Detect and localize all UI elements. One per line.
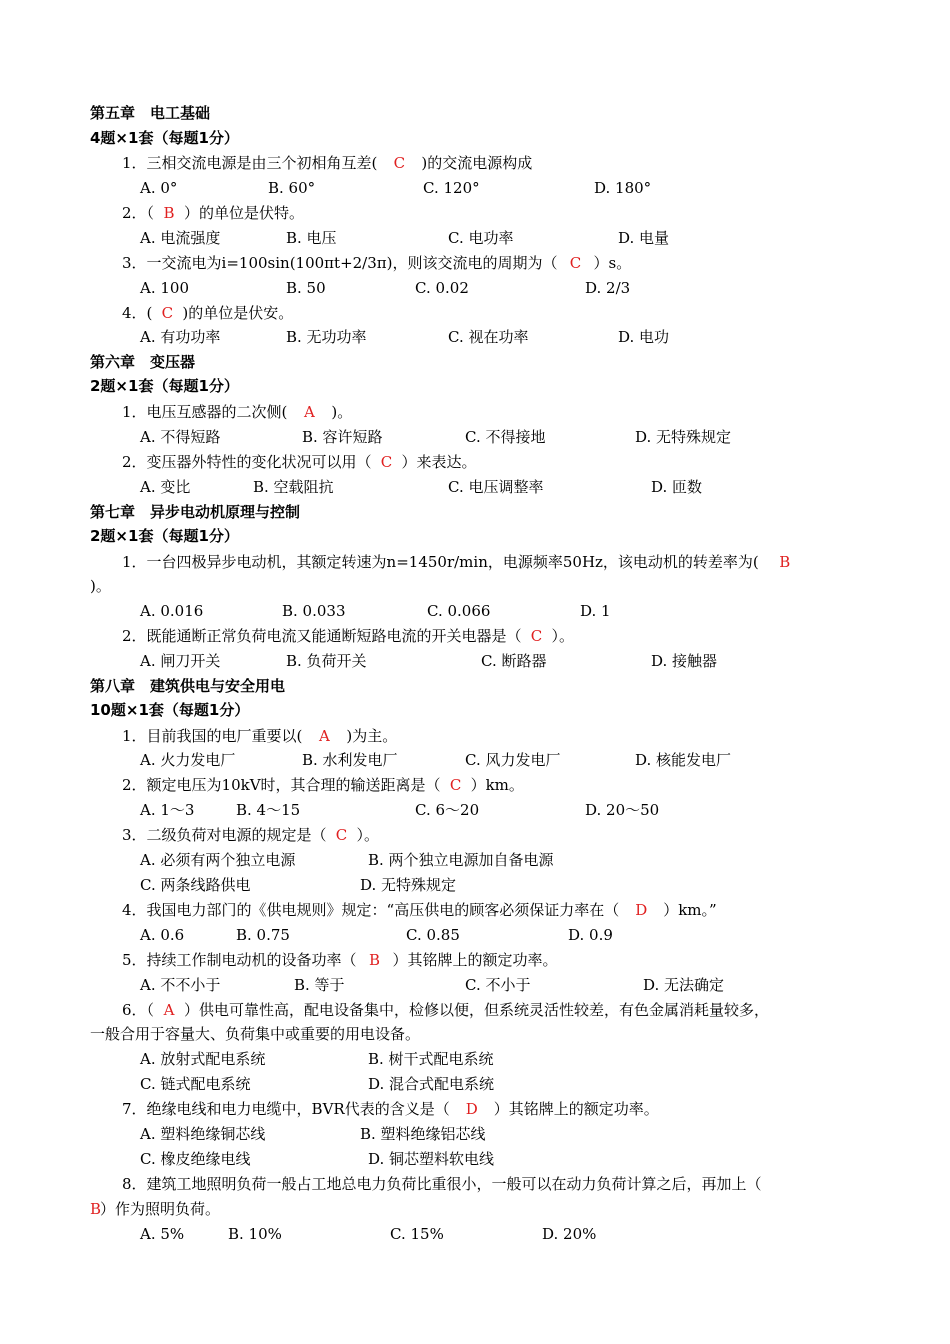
option: C. 0.02 (415, 279, 469, 297)
option: B. 树干式配电系统 (368, 1050, 494, 1068)
answer: C (530, 627, 543, 645)
option: B. 负荷开关 (286, 652, 367, 670)
option: C. 风力发电厂 (465, 751, 561, 769)
option: A. 闸刀开关 (140, 652, 221, 670)
answer: A (163, 1001, 175, 1019)
answer: B (779, 553, 791, 571)
chapter-subtitle: 4题×1套（每题1分） (90, 129, 239, 147)
option: A. 不不小于 (140, 976, 221, 994)
option: B. 无功功率 (286, 328, 367, 346)
option: D. 核能发电厂 (635, 751, 732, 769)
option: A. 100 (140, 279, 189, 297)
question-text-continued: )。 (90, 577, 111, 595)
option: D. 无特殊规定 (360, 876, 457, 894)
option: A. 5% (140, 1225, 185, 1243)
option: D. 无特殊规定 (635, 428, 732, 446)
option: C. 断路器 (481, 652, 547, 670)
option: B. 空载阻抗 (253, 478, 334, 496)
option: C. 0.066 (427, 602, 491, 620)
option: D. 铜芯塑料软电线 (368, 1150, 495, 1168)
option: D. 0.9 (568, 926, 613, 944)
option: C. 链式配电系统 (140, 1075, 251, 1093)
answer: C (161, 304, 174, 322)
option: A. 必须有两个独立电源 (140, 851, 296, 869)
answer: A (303, 403, 315, 421)
option: A. 0.016 (140, 602, 204, 620)
option: C. 两条线路供电 (140, 876, 251, 894)
question-text: 2．（ B ）的单位是伏特。 (122, 204, 305, 222)
chapter-title: 第五章 电工基础 (90, 104, 211, 122)
option: C. 不得接地 (465, 428, 546, 446)
chapter-subtitle: 2题×1套（每题1分） (90, 527, 239, 545)
option: C. 不小于 (465, 976, 531, 994)
question-text: 1．目前我国的电厂重要以( A )为主。 (122, 727, 398, 745)
option: C. 橡皮绝缘电线 (140, 1150, 251, 1168)
answer: B (90, 1200, 102, 1218)
answer: C (380, 453, 393, 471)
option: C. 120° (423, 179, 480, 197)
answer: A (318, 727, 330, 745)
option: D. 接触器 (651, 652, 718, 670)
option: A. 放射式配电系统 (140, 1050, 266, 1068)
question-text: 1．一台四极异步电动机，其额定转速为n=1450r/min，电源频率50Hz，该电动机的转差率为( B (122, 552, 811, 572)
question-text: 1．电压互感器的二次侧( A )。 (122, 403, 353, 421)
option: A. 1～3 (140, 801, 195, 819)
option: D. 180° (594, 179, 652, 197)
option: A. 变比 (140, 478, 191, 496)
option: A. 有功功率 (140, 328, 221, 346)
question-text: 3．一交流电为i=100sin(100πt+2/3π)，则该交流电的周期为（ C ）s。 (122, 254, 632, 272)
option: D. 匝数 (651, 478, 703, 496)
question-text: 2．既能通断正常负荷电流又能通断短路电流的开关电器是（ C ）。 (122, 627, 575, 645)
answer: D (635, 901, 648, 919)
chapter-subtitle: 2题×1套（每题1分） (90, 377, 239, 395)
question-text-continued: B）作为照明负荷。 (90, 1200, 221, 1218)
question-text: 4．我国电力部门的《供电规则》规定：“高压供电的顾客必须保证力率在（ D ）km。” (122, 901, 717, 919)
answer: D (465, 1100, 478, 1118)
option: D. 20% (542, 1225, 597, 1243)
option: B. 4～15 (236, 801, 301, 819)
option: C. 电压调整率 (448, 478, 544, 496)
question-text: 1．三相交流电源是由三个初相角互差( C )的交流电源构成 (122, 154, 533, 172)
question-text: 2．额定电压为10kV时，其合理的输送距离是（ C ）km。 (122, 776, 524, 794)
option: B. 60° (268, 179, 316, 197)
question-text: 5．持续工作制电动机的设备功率（ B ）其铭牌上的额定功率。 (122, 951, 558, 969)
option: D. 电功 (618, 328, 670, 346)
option: A. 塑料绝缘铜芯线 (140, 1125, 266, 1143)
option: B. 0.033 (282, 602, 346, 620)
option: B. 容许短路 (302, 428, 383, 446)
option: B. 塑料绝缘铝芯线 (360, 1125, 486, 1143)
option: D. 20～50 (585, 801, 660, 819)
option: A. 电流强度 (140, 229, 221, 247)
answer: C (335, 826, 348, 844)
option: D. 无法确定 (643, 976, 725, 994)
option: B. 等于 (294, 976, 345, 994)
answer: B (163, 204, 175, 222)
question-text: 6．（ A ）供电可靠性高，配电设备集中，检修以便，但系统灵活性较差，有色金属消耗量较多， (122, 1001, 770, 1019)
option: C. 电功率 (448, 229, 514, 247)
option: B. 10% (228, 1225, 282, 1243)
answer: B (369, 951, 381, 969)
chapter-title: 第八章 建筑供电与安全用电 (90, 677, 286, 695)
option: D. 电量 (618, 229, 670, 247)
option: B. 0.75 (236, 926, 290, 944)
option: B. 水利发电厂 (302, 751, 398, 769)
option: C. 视在功率 (448, 328, 529, 346)
option: C. 6～20 (415, 801, 480, 819)
option: B. 50 (286, 279, 326, 297)
question-text: 2．变压器外特性的变化状况可以用（ C ）来表达。 (122, 453, 477, 471)
answer: C (449, 776, 462, 794)
question-text: 4．( C )的单位是伏安。 (122, 304, 294, 322)
option: A. 0° (140, 179, 178, 197)
option: D. 2/3 (585, 279, 631, 297)
option: D. 1 (580, 602, 611, 620)
chapter-title: 第六章 变压器 (90, 353, 196, 371)
chapter-subtitle: 10题×1套（每题1分） (90, 701, 250, 719)
option: B. 两个独立电源加自备电源 (368, 851, 554, 869)
chapter-title: 第七章 异步电动机原理与控制 (90, 503, 301, 521)
option: C. 0.85 (406, 926, 460, 944)
question-text: 8．建筑工地照明负荷一般占工地总电力负荷比重很小，一般可以在动力负荷计算之后，再加上（ (122, 1175, 762, 1193)
question-text: 7．绝缘电线和电力电缆中，BVR代表的含义是（ D ）其铭牌上的额定功率。 (122, 1100, 659, 1118)
option: A. 不得短路 (140, 428, 221, 446)
question-text: 3．二级负荷对电源的规定是（ C ）。 (122, 826, 380, 844)
answer: C (569, 254, 582, 272)
answer: C (393, 154, 406, 172)
option: A. 0.6 (140, 926, 185, 944)
option: B. 电压 (286, 229, 337, 247)
option: A. 火力发电厂 (140, 751, 236, 769)
question-text-continued: 一般合用于容量大、负荷集中或重要的用电设备。 (90, 1025, 421, 1043)
option: D. 混合式配电系统 (368, 1075, 495, 1093)
option: C. 15% (390, 1225, 444, 1243)
